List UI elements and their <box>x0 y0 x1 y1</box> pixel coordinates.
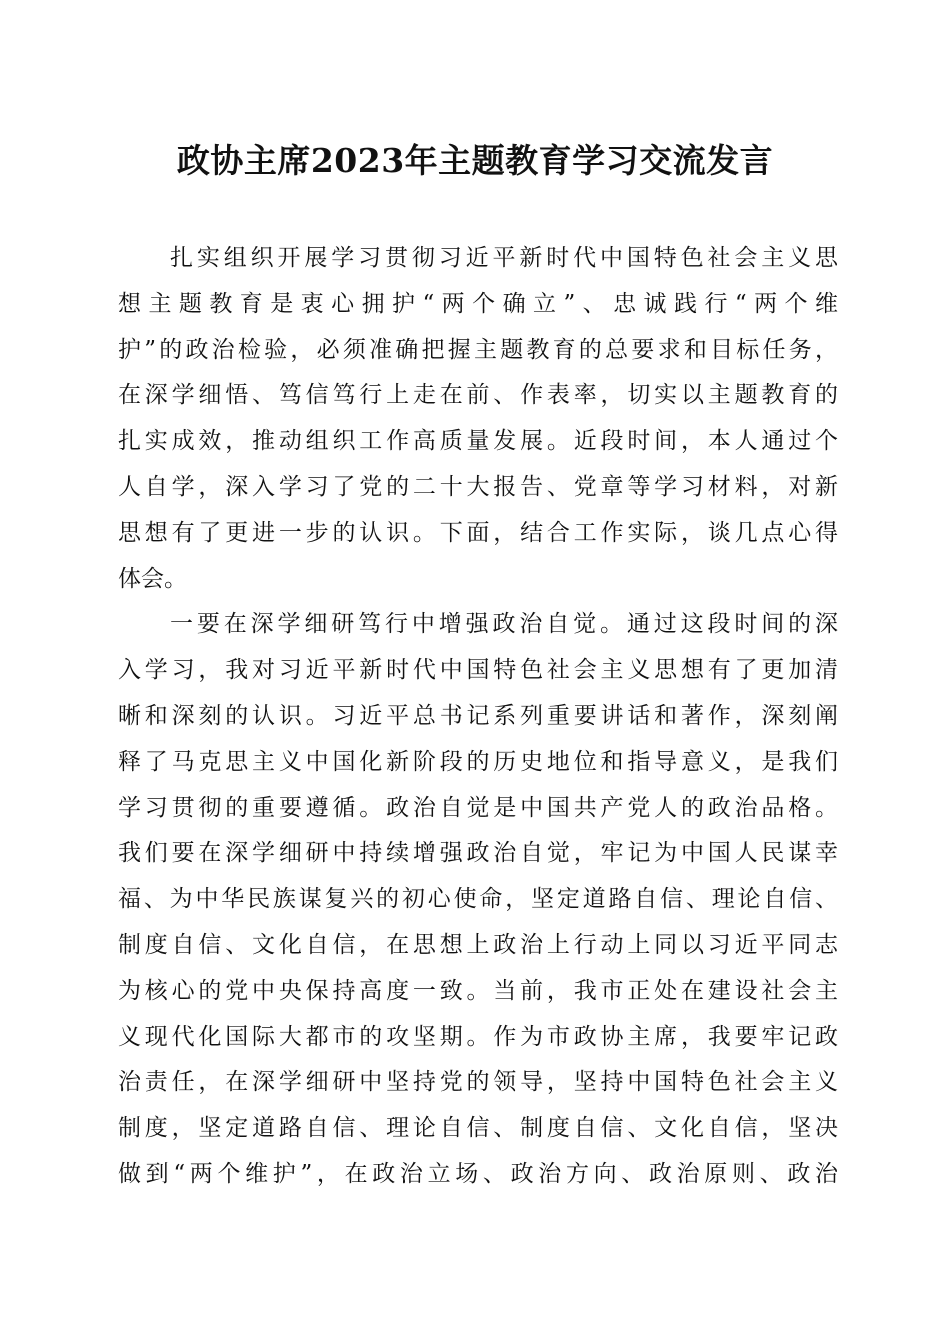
text-line: 义现代化国际大都市的攻坚期。作为市政协主席，我要牢记政 <box>118 1023 838 1050</box>
text-line: 为核心的党中央保持高度一致。当前，我市正处在建设社会主 <box>118 977 838 1004</box>
paragraph-intro <box>118 236 838 602</box>
text-line: 福、为中华民族谋复兴的初心使命，坚定道路自信、理论自信、 <box>118 886 838 913</box>
text-line: 治责任，在深学细研中坚持党的领导，坚持中国特色社会主义 <box>118 1069 838 1096</box>
text-line: 释了马克思主义中国化新阶段的历史地位和指导意义，是我们 <box>118 748 838 775</box>
text-line: 制度，坚定道路自信、理论自信、制度自信、文化自信，坚决 <box>118 1115 838 1142</box>
text-line: 一要在深学细研笃行中增强政治自觉。通过这段时间的深 <box>170 611 838 638</box>
text-line: 护”的政治检验，必须准确把握主题教育的总要求和目标任务， <box>118 336 838 363</box>
text-line: 我们要在深学细研中持续增强政治自觉，牢记为中国人民谋幸 <box>118 840 838 867</box>
text-line: 做到“两个维护”，在政治立场、政治方向、政治原则、政治 <box>118 1160 838 1187</box>
text-line: 想主题教育是衷心拥护“两个确立”、忠诚践行“两个维 <box>118 290 838 317</box>
text-line: 制度自信、文化自信，在思想上政治上行动上同以习近平同志 <box>118 931 838 958</box>
text-line: 思想有了更进一步的认识。下面，结合工作实际，谈几点心得 <box>118 519 838 546</box>
paragraph-point-one <box>118 602 838 1197</box>
text-line: 晰和深刻的认识。习近平总书记系列重要讲话和著作，深刻阐 <box>118 702 838 729</box>
text-line: 在深学细悟、笃信笃行上走在前、作表率，切实以主题教育的 <box>118 382 838 409</box>
text-line: 体会。 <box>118 565 187 592</box>
text-line: 扎实成效，推动组织工作高质量发展。近段时间，本人通过个 <box>118 428 838 455</box>
document-title: 政协主席2023年主题教育学习交流发言 <box>176 141 774 180</box>
text-line: 入学习，我对习近平新时代中国特色社会主义思想有了更加清 <box>118 657 838 684</box>
text-line: 扎实组织开展学习贯彻习近平新时代中国特色社会主义思 <box>170 245 838 271</box>
text-line: 人自学，深入学习了党的二十大报告、党章等学习材料，对新 <box>118 473 838 500</box>
text-line: 学习贯彻的重要遵循。政治自觉是中国共产党人的政治品格。 <box>118 794 838 821</box>
document-body <box>118 236 838 1198</box>
